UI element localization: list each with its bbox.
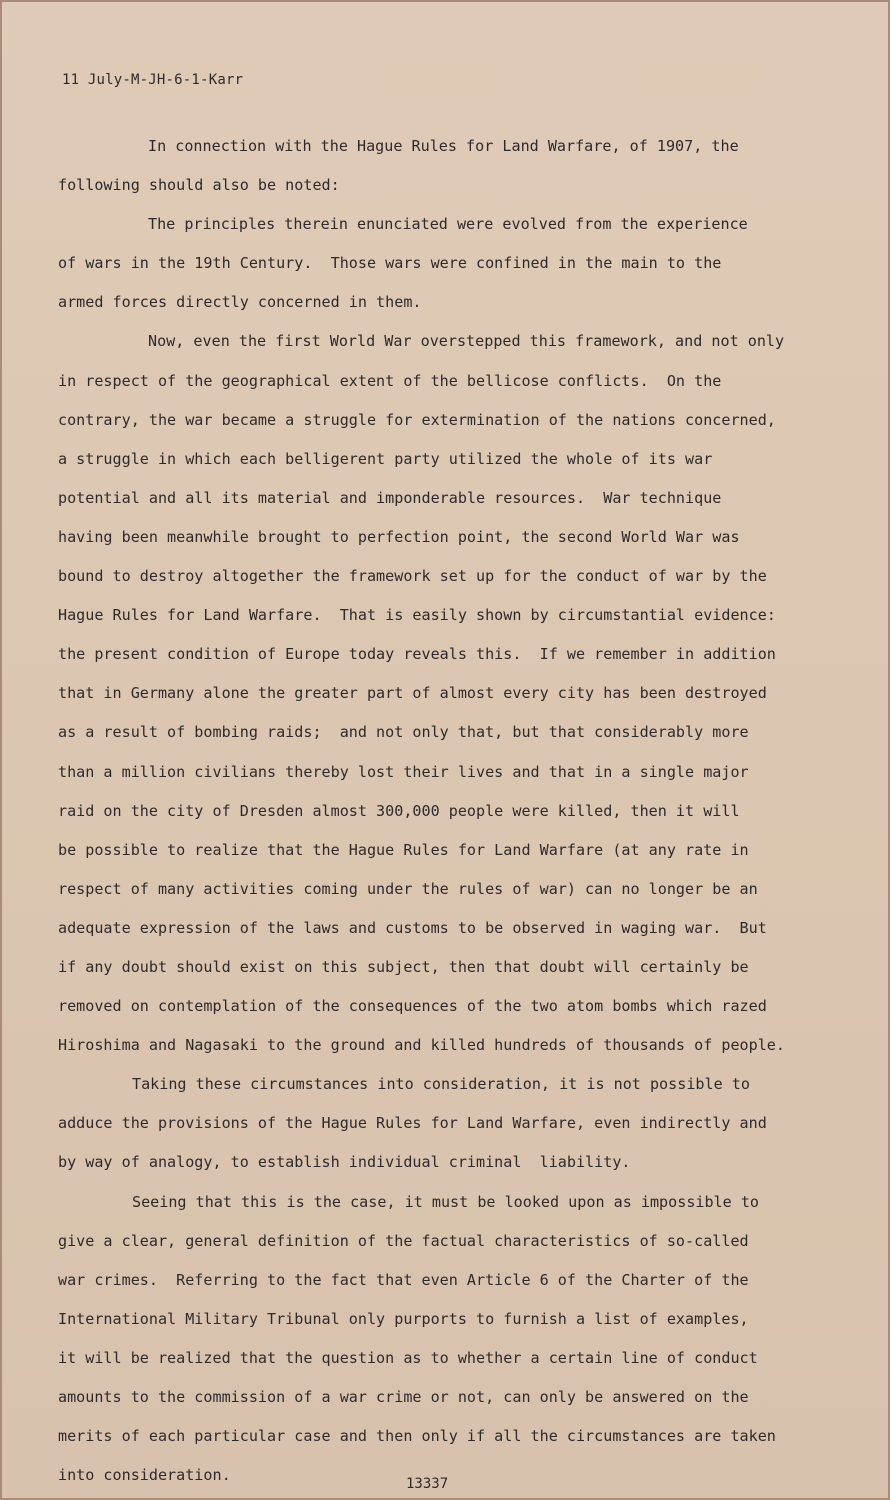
text-line: by way of analogy, to establish individual criminal liability. — [58, 1153, 631, 1172]
text-line: be possible to realize that the Hague Rules for Land Warfare (at any rate in — [58, 840, 749, 859]
text-line: merits of each particular case and then only if all the circumstances are taken — [58, 1427, 776, 1446]
text-line: the present condition of Europe today reveals this. If we remember in addition — [58, 645, 776, 664]
text-line: contrary, the war became a struggle for extermination of the nations concerned, — [58, 410, 776, 429]
text-line: removed on contemplation of the consequences of the two atom bombs which razed — [58, 997, 767, 1016]
text-line: in respect of the geographical extent of the bellicose conflicts. On the — [58, 371, 722, 390]
text-line: Hiroshima and Nagasaki to the ground and killed hundreds of thousands of people. — [58, 1036, 785, 1055]
text-line: In connection with the Hague Rules for Land Warfare, of 1907, the — [148, 137, 739, 155]
text-line: armed forces directly concerned in them. — [58, 293, 422, 312]
text-line: than a million civilians thereby lost their lives and that in a single major — [58, 762, 749, 781]
text-line: Now, even the first World War overstepped this framework, and not only — [148, 332, 785, 351]
text-line: amounts to the commission of a war crime or not, can only be answered on the — [58, 1388, 749, 1406]
text-line: Seeing that this is the case, it must be looked upon as impossible to — [132, 1192, 760, 1211]
document-body — [58, 127, 828, 1495]
text-line: adequate expression of the laws and customs to be observed in waging war. But — [58, 918, 767, 937]
text-line: having been meanwhile brought to perfection point, the second World War was — [58, 527, 740, 546]
text-line: give a clear, general definition of the factual characteristics of so-called — [58, 1231, 749, 1250]
text-line: as a result of bombing raids; and not only that, but that considerably more — [58, 723, 749, 742]
text-line: potential and all its material and imponderable resources. War technique — [58, 488, 722, 507]
text-line: it will be realized that the question as to whether a certain line of conduct — [58, 1348, 758, 1367]
text-line: that in Germany alone the greater part of almost every city has been destroyed — [58, 684, 767, 703]
document-header: 11 July-M-JH-6-1-Karr — [62, 72, 244, 88]
text-line: following should also be noted: — [58, 176, 340, 195]
text-line: Taking these circumstances into consideration, it is not possible to — [132, 1075, 750, 1094]
text-line: of wars in the 19th Century. Those wars were confined in the main to the — [58, 254, 722, 273]
text-line: adduce the provisions of the Hague Rules for Land Warfare, even indirectly and — [58, 1114, 767, 1133]
text-line: bound to destroy altogether the framework set up for the conduct of war by the — [58, 567, 767, 586]
text-line: a struggle in which each belligerent party utilized the whole of its war — [58, 449, 713, 468]
text-line: The principles therein enunciated were evolved from the experience — [148, 215, 748, 234]
text-line: respect of many activities coming under the rules of war) can no longer be an — [58, 879, 758, 898]
text-line: International Military Tribunal only purports to furnish a list of examples, — [58, 1309, 749, 1328]
text-line: if any doubt should exist on this subject, then that doubt will certainly be — [58, 957, 749, 976]
page-number: 13337 — [406, 1476, 449, 1492]
text-line: raid on the city of Dresden almost 300,000 people were killed, then it will — [58, 801, 740, 820]
text-line: war crimes. Referring to the fact that even Article 6 of the Charter of the — [58, 1270, 749, 1289]
text-line: into consideration. — [58, 1466, 231, 1485]
text-line: Hague Rules for Land Warfare. That is easily shown by circumstantial evidence: — [58, 606, 776, 625]
